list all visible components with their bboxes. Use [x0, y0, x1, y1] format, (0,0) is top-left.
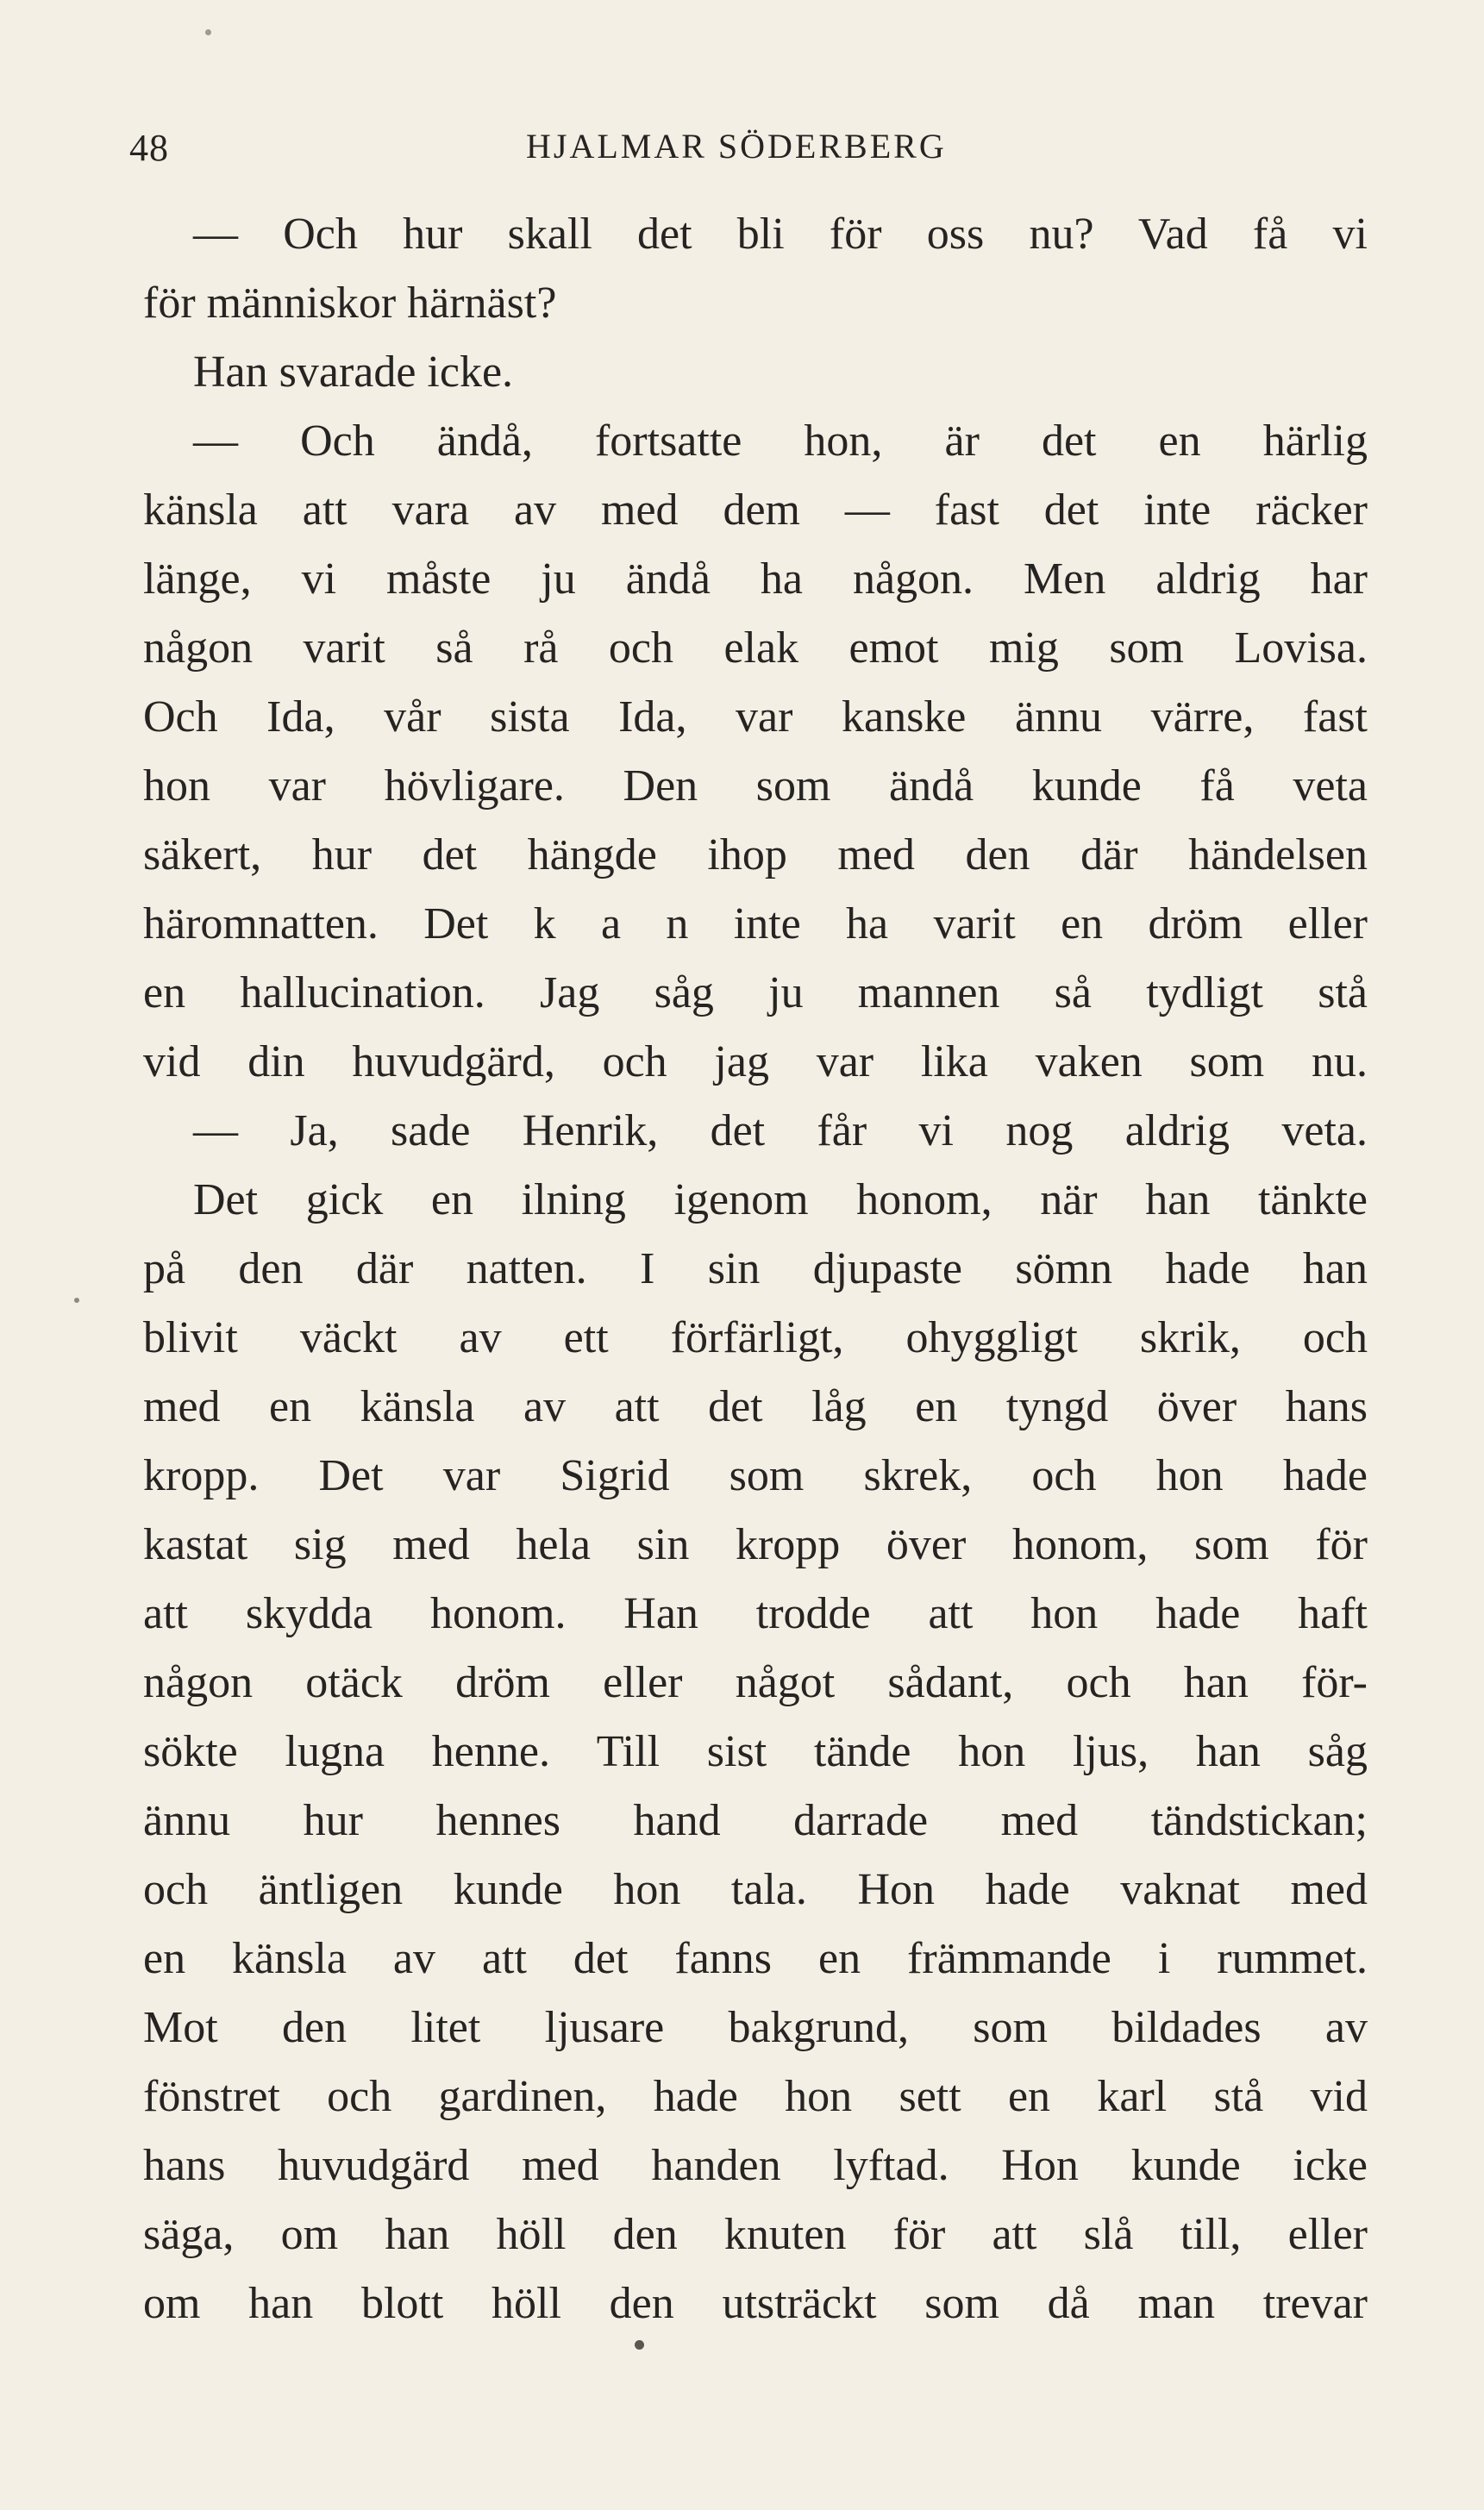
text-line: på den där natten. I sin djupaste sömn hade han [143, 1244, 1368, 1293]
text-line: kropp. Det var Sigrid som skrek, och hon hade [143, 1451, 1368, 1500]
text-line: — Ja, sade Henrik, det får vi nog aldrig veta. [193, 1106, 1368, 1155]
text-line: länge, vi måste ju ändå ha någon. Men aldrig har [143, 554, 1368, 604]
text-line: häromnatten. Det k a n inte ha varit en dröm eller [143, 899, 1368, 948]
text-line: Det gick en ilning igenom honom, när han tänkte [193, 1175, 1368, 1224]
print-speck [74, 1298, 79, 1303]
text-line: fönstret och gardinen, hade hon sett en karl stå vid [143, 2072, 1368, 2121]
text-line: kastat sig med hela sin kropp över honom, som för [143, 1520, 1368, 1569]
text-line: sökte lugna henne. Till sist tände hon ljus, han såg [143, 1727, 1368, 1776]
page-header [129, 126, 992, 178]
text-line: någon varit så rå och elak emot mig som Lovisa. [143, 623, 1368, 673]
text-line: ännu hur hennes hand darrade med tändstickan; [143, 1796, 1368, 1845]
text-line: om han blott höll den utsträckt som då man trevar [143, 2279, 1368, 2328]
text-line: — Och hur skall det bli för oss nu? Vad få vi [193, 210, 1368, 259]
text-line: säga, om han höll den knuten för att slå till, eller [143, 2210, 1368, 2259]
text-line: säkert, hur det hängde ihop med den där händelsen [143, 830, 1368, 879]
text-line: känsla att vara av med dem — fast det inte räcker [143, 485, 1368, 535]
text-line: vid din huvudgärd, och jag var lika vaken som nu. [143, 1037, 1368, 1086]
text-line: för människor härnäst? [143, 279, 557, 328]
text-line: någon otäck dröm eller något sådant, och han för- [143, 1658, 1368, 1707]
text-line: en känsla av att det fanns en främmande i rummet. [143, 1934, 1368, 1983]
text-line: och äntligen kunde hon tala. Hon hade vaknat med [143, 1865, 1368, 1914]
print-speck [635, 2340, 644, 2350]
text-line: blivit väckt av ett förfärligt, ohyggligt skrik, och [143, 1313, 1368, 1362]
running-head: HJALMAR SÖDERBERG [526, 127, 947, 166]
text-line: Och Ida, vår sista Ida, var kanske ännu värre, fast [143, 692, 1368, 742]
page-number: 48 [129, 127, 169, 169]
text-line: med en känsla av att det låg en tyngd över hans [143, 1382, 1368, 1431]
text-line: Han svarade icke. [193, 347, 514, 397]
print-speck [205, 29, 211, 35]
text-line: att skydda honom. Han trodde att hon hade haft [143, 1589, 1368, 1638]
text-line: hans huvudgärd med handen lyftad. Hon kunde icke [143, 2141, 1368, 2190]
text-line: hon var hövligare. Den som ändå kunde få veta [143, 761, 1368, 811]
text-line: — Och ändå, fortsatte hon, är det en härlig [193, 416, 1368, 466]
text-line: en hallucination. Jag såg ju mannen så tydligt stå [143, 968, 1368, 1017]
body-text [143, 200, 1368, 2338]
text-line: Mot den litet ljusare bakgrund, som bildades av [143, 2003, 1368, 2052]
